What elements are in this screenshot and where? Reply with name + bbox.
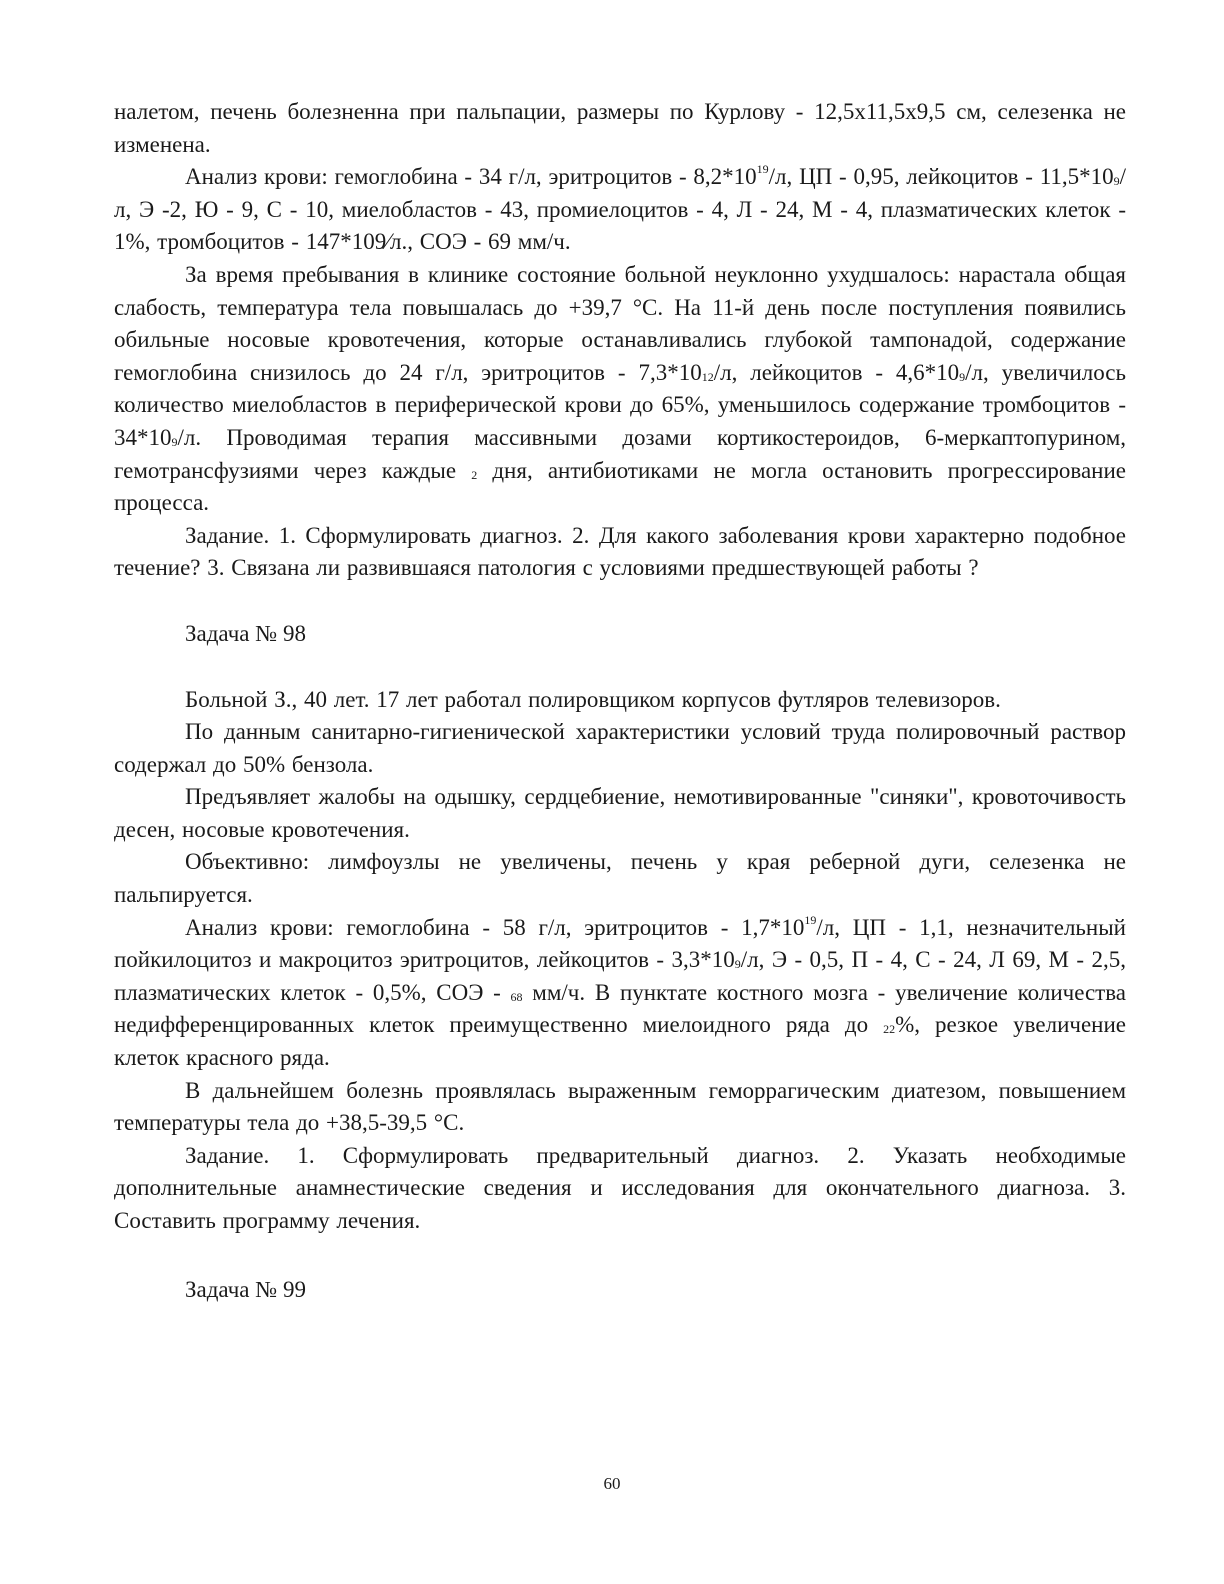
page-number: 60 bbox=[603, 1474, 621, 1493]
paragraph-work-conditions: По данным санитарно-гигиенической характеристики условий труда полировочный раствор содержал до 50% бензола. bbox=[114, 719, 1126, 777]
paragraph-clinical-course: За время пребывания в клинике состояние больной неуклонно ухудшалось: нарастала общая слабость, температура тела повышалась до +39,7 °С. На 11-й день после поступления появились обильные носовые кровотечения, которые останавливались глубокой тампонадой, содержание гемоглобина снизилось до 24 г/л, эритроцитов - 7,3*1012/л, лейкоцитов - 4,6*109/л, увеличилось количество миелобластов в периферической крови до 65%, уменьшилось содержание тромбоцитов - 34*109/л. Проводимая терапия массивными дозами кортикостероидов, 6-меркаптопурином, гемотрансфузиями через каждые 2 дня, антибиотиками не могла остановить прогрессирование процесса. bbox=[114, 261, 1126, 516]
paragraph-objective: Объективно: лимфоузлы не увеличены, печень у края реберной дуги, селезенка не пальпируется. bbox=[114, 849, 1126, 908]
paragraph-further-course: В дальнейшем болезнь проявлялась выраженным геморрагическим диатезом, повышением температуры тела до +38,5-39,5 °С. bbox=[114, 1077, 1126, 1136]
paragraph-blood-analysis-1: Анализ крови: гемоглобина - 34 г/л, эритроцитов - $8,2*10^{19}/л$, ЦП - 0,95, лейкоцитов - 11,5*109/л, Э -2, Ю - 9, С - 10, миелобластов - 43, промиелоцитов - 4, Л - 24, М - 4, плазматических клеток - 1%, тромбоцитов - 147*109⁄л., СОЭ - 69 мм/ч. bbox=[114, 162, 1126, 255]
task-98-heading: Задача № 98 bbox=[185, 620, 306, 646]
paragraph-complaints: Предъявляет жалобы на одышку, сердцебиение, немотивированные "синяки", кровоточивость десен, носовые кровотечения. bbox=[114, 784, 1126, 842]
document-page bbox=[114, 96, 1126, 1306]
paragraph-assignment-98: Задание. 1. Сформулировать предварительный диагноз. 2. Указать необходимые дополнительные анамнестические сведения и исследования для окончательного диагноза. 3. Составить программу лечения. bbox=[114, 1142, 1126, 1233]
paragraph-blood-analysis-2: Анализ крови: гемоглобина - 58 г/л, эритроцитов - $1,7*10^{19}/л$, ЦП - 1,1, незначительный пойкилоцитоз и макроцитоз эритроцитов, лейкоцитов - 3,3*109/л, Э - 0,5, П - 4, С - 24, Л 69, М - 2,5, плазматических клеток - 0,5%, СОЭ - 68 мм/ч. В пунктате костного мозга - увеличение количества недифференцированных клеток преимущественно миелоидного ряда до 22%, резкое увеличение клеток красного ряда. bbox=[114, 912, 1126, 1071]
task-99-heading: Задача № 99 bbox=[185, 1276, 306, 1302]
paragraph-patient-intro: Больной З., 40 лет. 17 лет работал полировщиком корпусов футляров телевизоров. bbox=[185, 686, 1001, 712]
paragraph-continuation: налетом, печень болезненна при пальпации, размеры по Курлову - 12,5x11,5x9,5 см, селезенка не изменена. bbox=[114, 99, 1126, 157]
paragraph-assignment-97: Задание. 1. Сформулировать диагноз. 2. Для какого заболевания крови характерно подобное течение? 3. Связана ли развившаяся патология с условиями предшествующей работы ? bbox=[114, 522, 1126, 581]
